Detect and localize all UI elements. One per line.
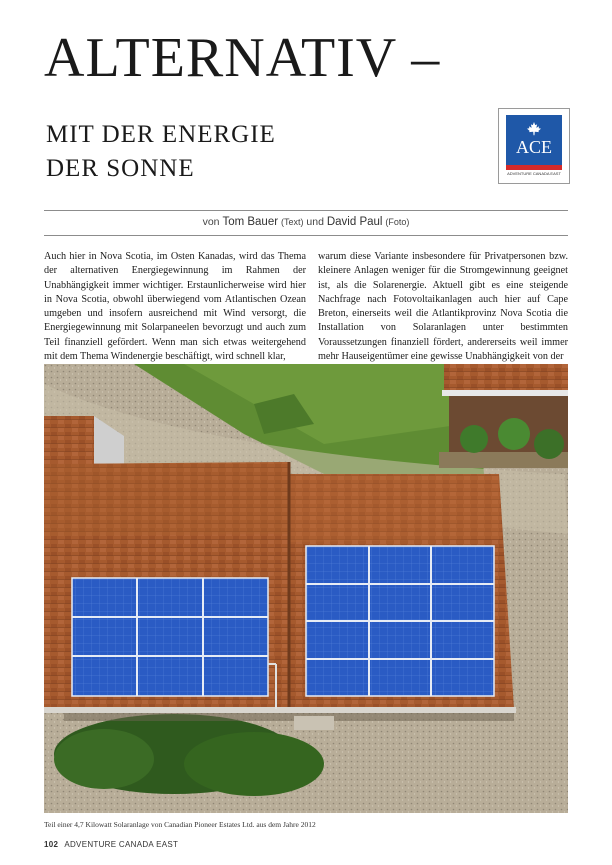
solar-roof-illustration [44, 364, 568, 813]
paragraph-left: Auch hier in Nova Scotia, im Osten Kanadas, wird das Thema der alternativen Energiegewinnung im Rahmen der Unabhängigkeit immer wichtiger. Erstaunlicherweise wird hier in Nova Scotia, obwohl überwiegend vom Atlantischen Ozean umgeben und insofern ausreichend mit Wind versorgt, die Energiegewinnung mit Solarpaneelen bevorzugt und auch zum Teil finanziell gefördert. Wenn man sich etwas weitergehend mit dem Thema Windenergie beschäftigt, wird schnell klar, [44, 251, 306, 363]
logo-blue-box [506, 115, 562, 165]
photo-caption: Teil einer 4,7 Kilowatt Solaranlage von Canadian Pioneer Estates Ltd. aus dem Jahre 2012 [44, 820, 316, 829]
logo-text: ACE [516, 137, 552, 157]
text-column-right [318, 250, 568, 364]
byline-prefix: von [202, 216, 220, 228]
text-column-left [44, 250, 306, 364]
article-title: ALTERNATIV – [44, 27, 441, 89]
maple-leaf-icon [526, 122, 542, 136]
rule-bottom [44, 235, 568, 236]
article-subtitle-line2: DER SONNE [46, 155, 195, 182]
page-number: 102 [44, 840, 59, 849]
paragraph-right: warum diese Variante insbesondere für Privatpersonen bzw. kleinere Anlagen weniger für die Stromgewinnung geeignet ist, als die Solarenergie. Aktuell gibt es eine steigende Nachfrage nach Fotovoltaikanlagen auch hier auf Cape Breton, einerseits weil die Atlantikprovinz Nova Scotia die Installation von Solaranlagen unter bestimmten Voraussetzungen finanziell fördert, andererseits weil immer mehr Hauseigentümer eine gewisse Unabhängigkeit von der [318, 251, 568, 363]
article-subtitle [46, 118, 276, 186]
logo-caption: ADVENTURE CANADA EAST [507, 171, 561, 176]
byline-author: Tom Bauer [222, 216, 279, 228]
ace-logo [498, 108, 570, 184]
byline-author-note: (Text) [280, 217, 304, 227]
byline-photographer-note: (Foto) [385, 217, 410, 227]
solar-roof-photo [44, 364, 568, 813]
article-subtitle-line1: MIT DER ENERGIE [46, 121, 276, 148]
byline-photographer: David Paul [326, 216, 383, 228]
rule-top [44, 210, 568, 211]
publication-name: ADVENTURE CANADA EAST [64, 840, 179, 849]
byline [44, 216, 568, 228]
logo-red-stripe [506, 165, 562, 170]
page-footer [44, 840, 178, 849]
byline-conjunction: und [306, 216, 324, 228]
